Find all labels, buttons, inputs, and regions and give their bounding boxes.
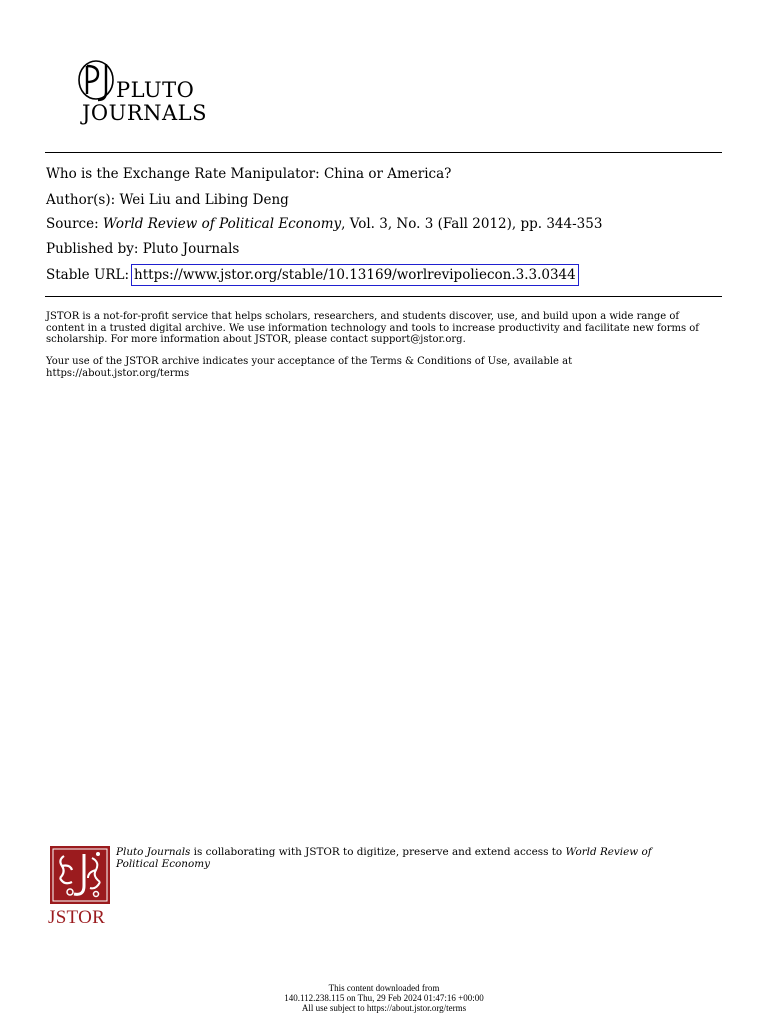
pj-monogram-icon xyxy=(76,58,120,104)
collab-journal: World Review of Political Economy xyxy=(116,846,652,870)
authors-label: Author(s): xyxy=(46,192,116,208)
jstor-wordmark: JSTOR xyxy=(48,907,106,928)
collaboration-statement xyxy=(116,847,696,871)
source-line xyxy=(46,215,602,233)
published-label: Published by: xyxy=(46,241,139,257)
middle-divider xyxy=(45,296,722,297)
collab-text: is collaborating with JSTOR to digitize, preserve and extend access to xyxy=(190,846,566,858)
download-line-2: 140.112.238.115 on Thu, 29 Feb 2024 01:47:16 +00:00 xyxy=(284,993,484,1003)
published-line xyxy=(46,240,239,258)
download-stamp xyxy=(0,983,768,1013)
logo-text-journals: JOURNALS xyxy=(82,101,208,125)
download-line-1: This content downloaded from xyxy=(328,983,440,993)
authors-line xyxy=(46,191,289,209)
collab-publisher: Pluto Journals xyxy=(116,846,191,858)
download-line-3: All use subject to https://about.jstor.org/terms xyxy=(301,1003,467,1013)
jstor-logo xyxy=(50,846,112,930)
source-details: , Vol. 3, No. 3 (Fall 2012), pp. 344-353 xyxy=(341,216,603,232)
stable-url-line xyxy=(46,264,579,286)
stable-url-label: Stable URL: xyxy=(46,267,130,283)
jstor-notice-paragraph: JSTOR is a not-for-profit service that helps scholars, researchers, and students discover, use, and build upon a wide range of content in a trusted digital archive. We use information technology and tools to increase productivity and facilitate new forms of scholarship. For more information about JSTOR, please contact support@jstor.org. xyxy=(46,311,700,346)
source-label: Source: xyxy=(46,216,99,232)
article-title: Who is the Exchange Rate Manipulator: China or America? xyxy=(46,166,452,182)
logo-text-pluto: PLUTO xyxy=(116,78,195,102)
stable-url-link[interactable]: https://www.jstor.org/stable/10.13169/worlrevipoliecon.3.3.0344 xyxy=(131,264,579,286)
terms-notice-paragraph: Your use of the JSTOR archive indicates your acceptance of the Terms & Conditions of Use, available at https://about.jstor.org/terms xyxy=(46,356,573,379)
authors-value: Wei Liu and Libing Deng xyxy=(119,192,289,208)
source-journal: World Review of Political Economy xyxy=(102,216,342,232)
jstor-seal-icon xyxy=(50,846,110,904)
top-divider xyxy=(45,152,722,153)
pluto-journals-logo xyxy=(76,58,206,130)
publisher-value: Pluto Journals xyxy=(142,241,240,257)
